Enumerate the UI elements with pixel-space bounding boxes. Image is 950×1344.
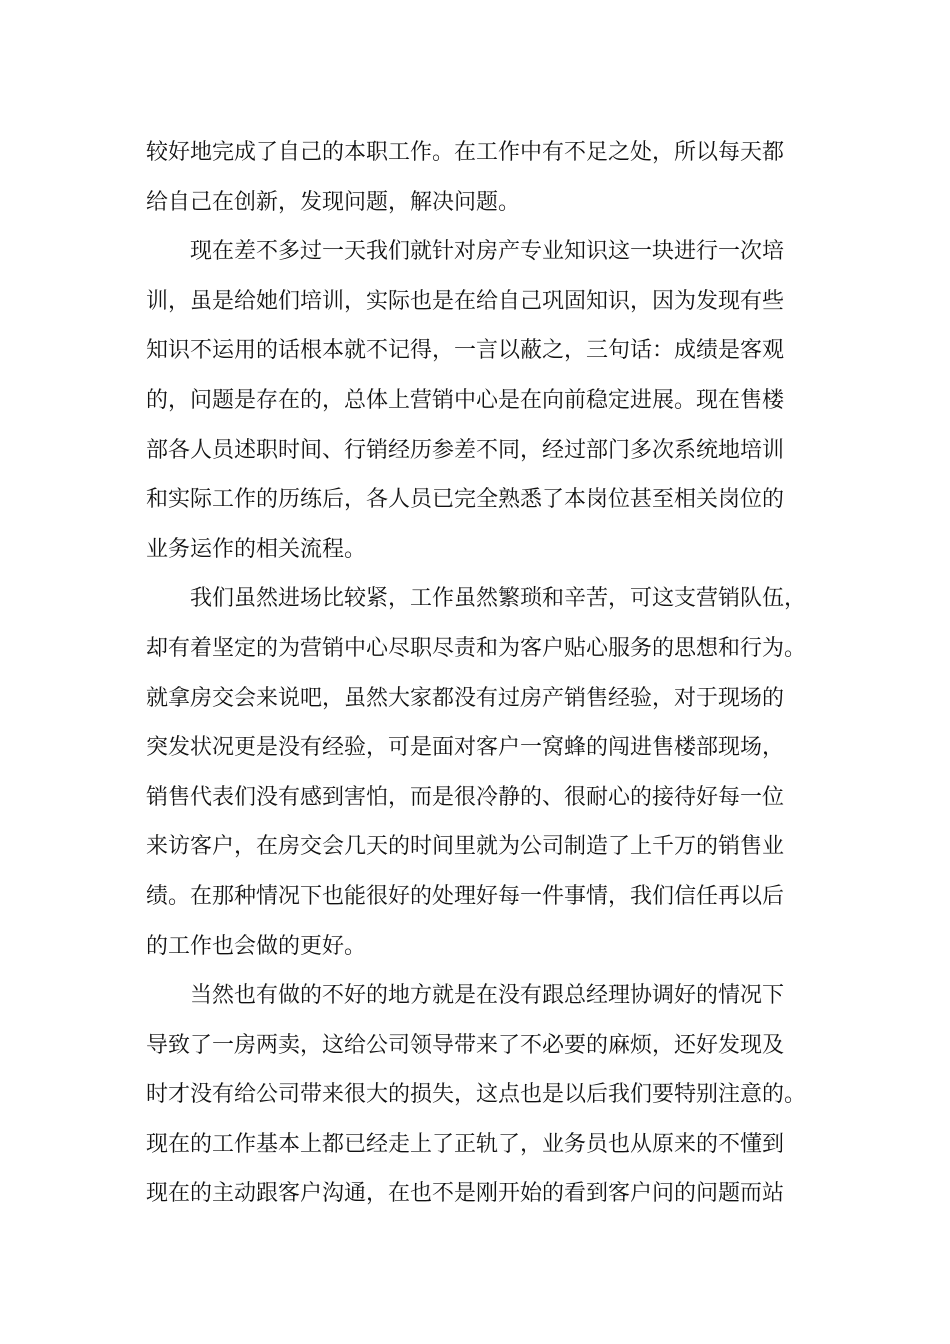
text-line: 给自己在创新，发现问题，解决问题。 [146, 189, 521, 215]
text-line: 和实际工作的历练后，各人员已完全熟悉了本岗位甚至相关岗位的 [146, 487, 785, 513]
text-line: 时才没有给公司带来很大的损失，这点也是以后我们要特别注意的。 [146, 1082, 807, 1108]
text-line: 就拿房交会来说吧，虽然大家都没有过房产销售经验，对于现场的 [146, 685, 785, 711]
text-line: 部各人员述职时间、行销经历参差不同，经过部门多次系统地培训 [146, 437, 785, 463]
body-text [146, 128, 816, 1219]
text-line: 我们虽然进场比较紧，工作虽然繁琐和辛苦，可这支营销队伍， [190, 586, 807, 612]
text-line: 导致了一房两卖，这给公司领导带来了不必要的麻烦，还好发现及 [146, 1032, 785, 1058]
text-line: 突发状况更是没有经验，可是面对客户一窝蜂的闯进售楼部现场， [146, 735, 785, 761]
text-line: 知识不运用的话根本就不记得，一言以蔽之，三句话：成绩是客观 [146, 338, 785, 364]
text-line: 当然也有做的不好的地方就是在没有跟总经理协调好的情况下 [190, 983, 785, 1009]
text-line: 绩。在那种情况下也能很好的处理好每一件事情，我们信任再以后 [146, 883, 785, 909]
text-line: 的工作也会做的更好。 [146, 933, 367, 959]
text-line: 的，问题是存在的，总体上营销中心是在向前稳定进展。现在售楼 [146, 387, 785, 413]
text-line: 现在的工作基本上都已经走上了正轨了，业务员也从原来的不懂到 [146, 1131, 785, 1157]
text-line: 训，虽是给她们培训，实际也是在给自己巩固知识，因为发现有些 [146, 288, 785, 314]
text-line: 销售代表们没有感到害怕，而是很冷静的、很耐心的接待好每一位 [146, 784, 785, 810]
text-line: 现在的主动跟客户沟通，在也不是刚开始的看到客户问的问题而站 [146, 1181, 785, 1207]
text-line: 现在差不多过一天我们就针对房产专业知识这一块进行一次培 [190, 239, 785, 265]
text-line: 业务运作的相关流程。 [146, 536, 367, 562]
text-line: 来访客户，在房交会几天的时间里就为公司制造了上千万的销售业 [146, 834, 785, 860]
text-line: 较好地完成了自己的本职工作。在工作中有不足之处，所以每天都 [146, 140, 785, 165]
text-line: 却有着坚定的为营销中心尽职尽责和为客户贴心服务的思想和行为。 [146, 635, 807, 661]
